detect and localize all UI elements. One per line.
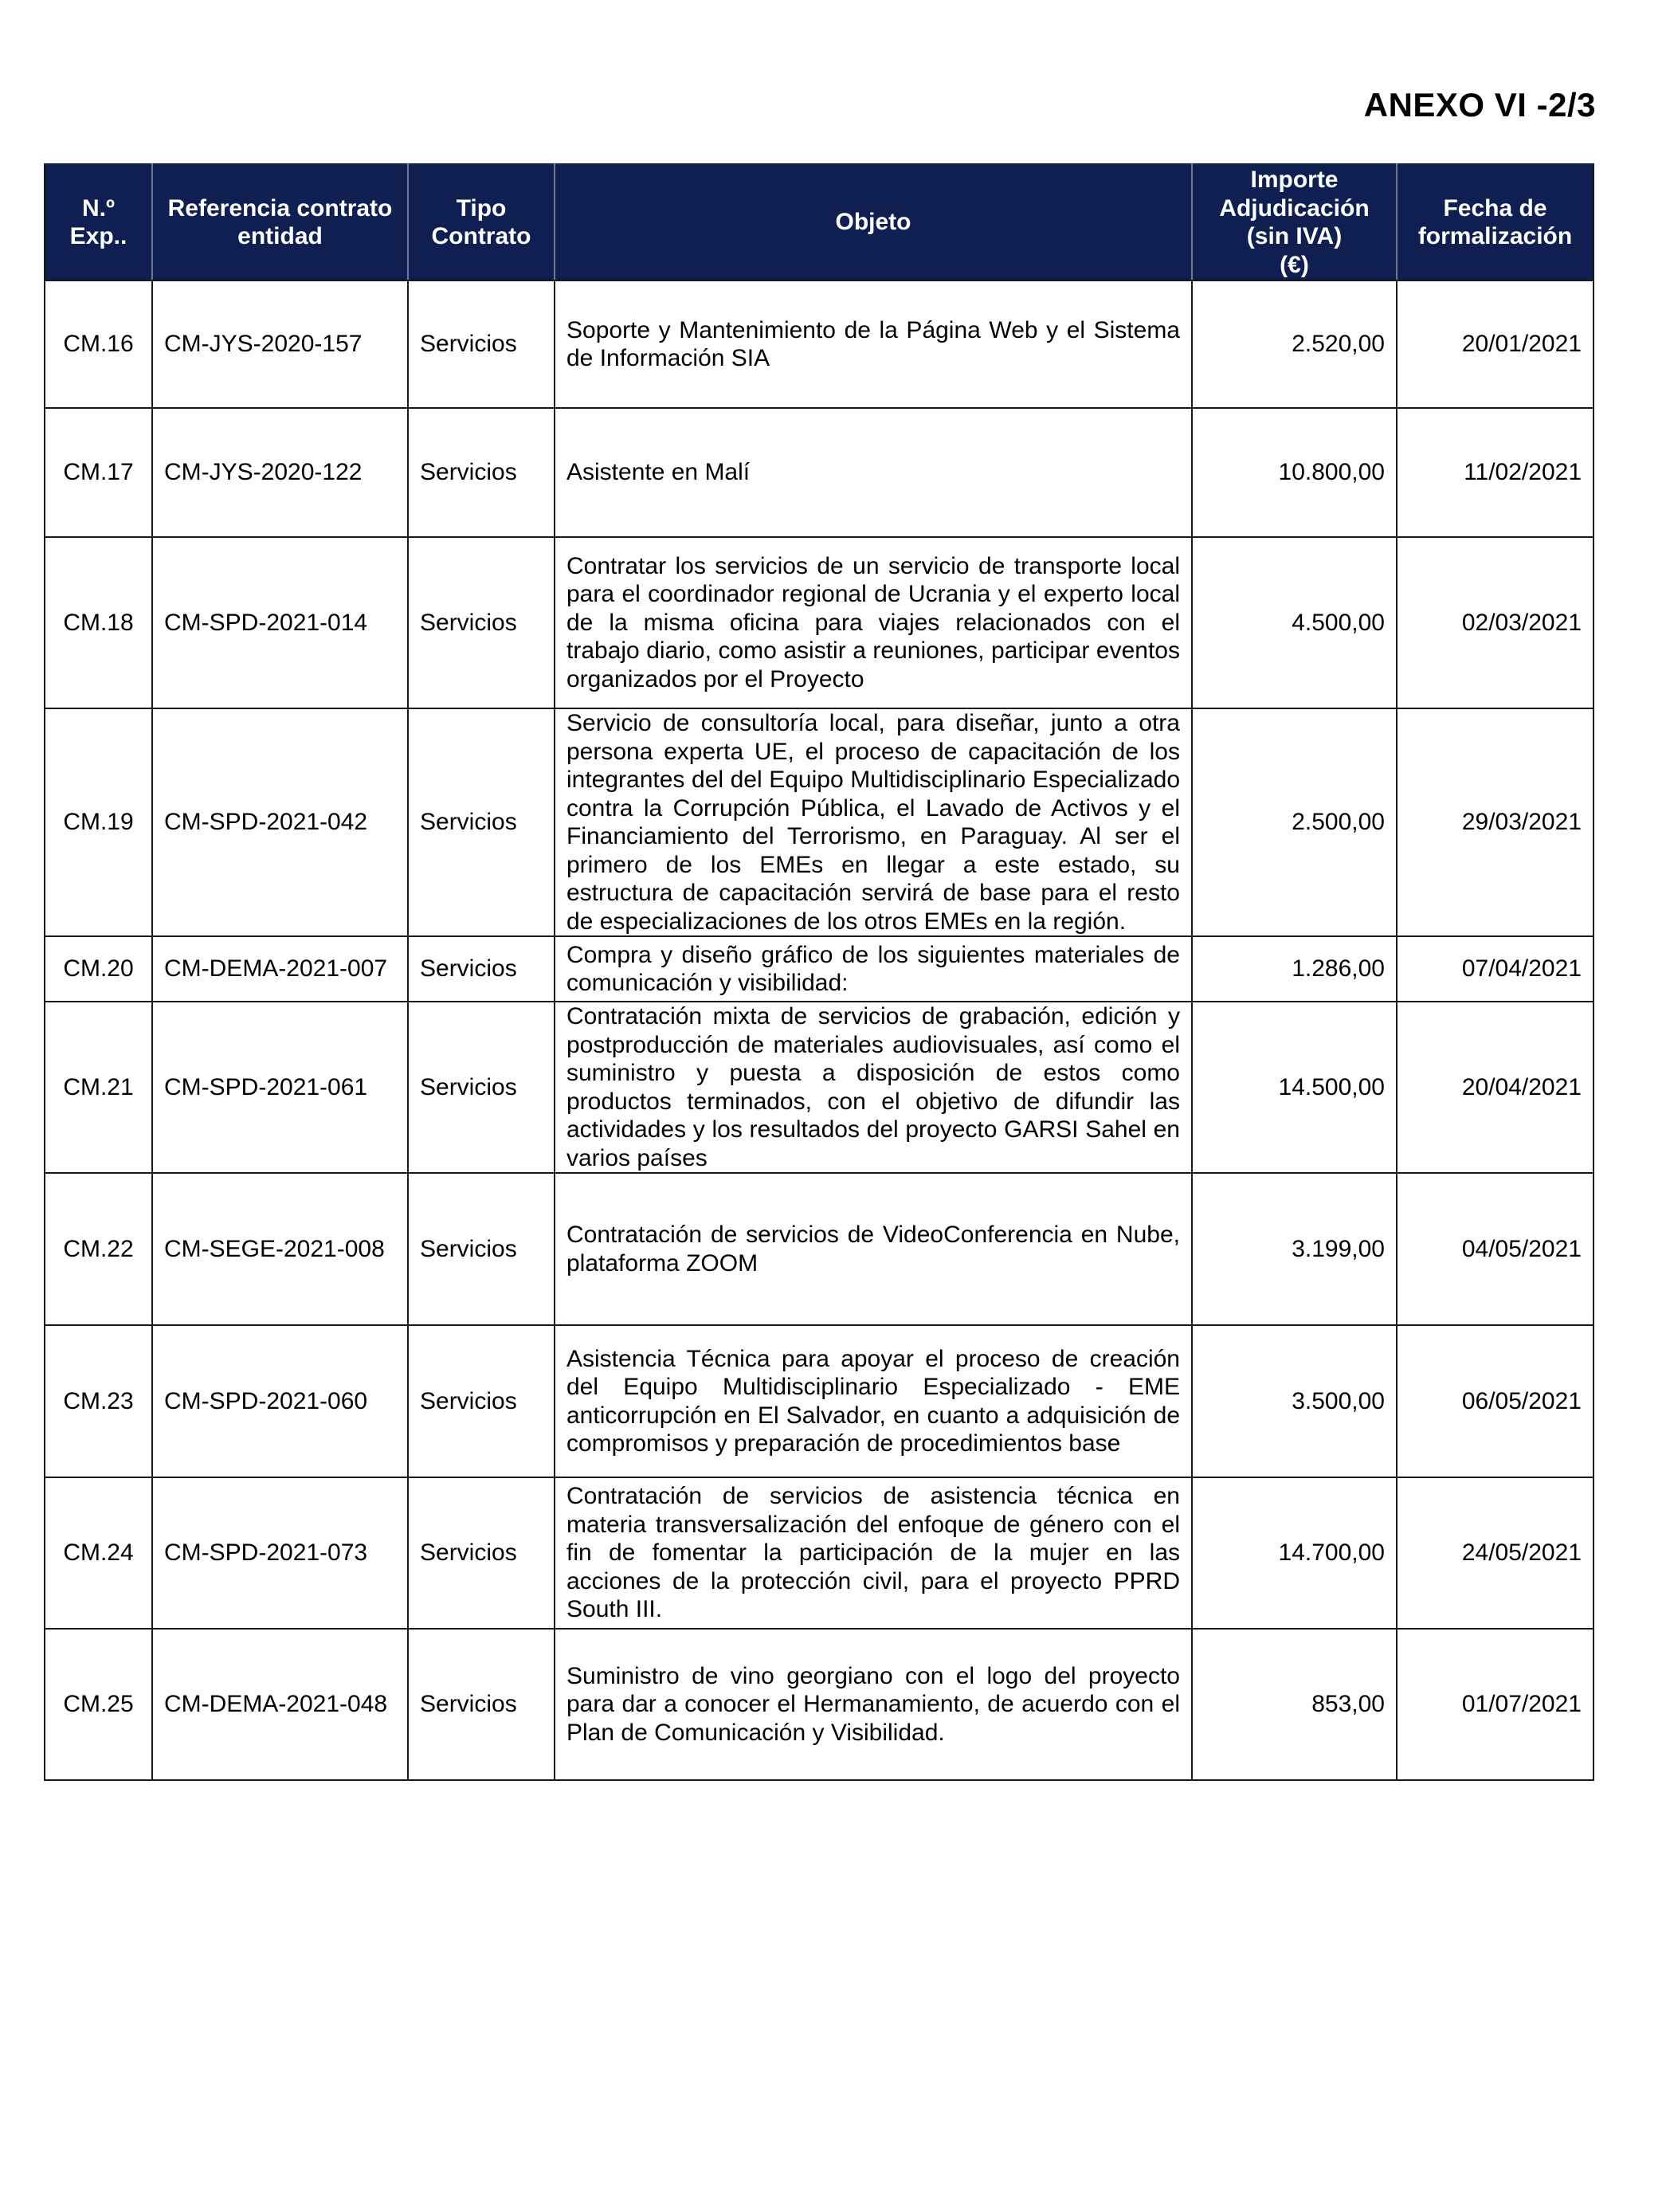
- table-row: [45, 936, 1593, 1002]
- cell-exp: CM.23: [45, 1325, 152, 1477]
- cell-date: 02/03/2021: [1397, 537, 1593, 708]
- cell-reference: CM-SEGE-2021-008: [152, 1173, 408, 1325]
- cell-exp: CM.18: [45, 537, 152, 708]
- header-row: [45, 164, 1593, 280]
- cell-date: 07/04/2021: [1397, 936, 1593, 1002]
- cell-exp: CM.20: [45, 936, 152, 1002]
- cell-type: Servicios: [408, 708, 555, 936]
- table-row: [45, 537, 1593, 708]
- header-reference-line: Referencia contrato: [167, 194, 393, 222]
- header-exp: [45, 164, 152, 280]
- table-row: [45, 1629, 1593, 1780]
- cell-reference: CM-SPD-2021-073: [152, 1477, 408, 1629]
- cell-date: 20/01/2021: [1397, 280, 1593, 408]
- header-amount-line: Importe: [1250, 167, 1339, 193]
- cell-date: 04/05/2021: [1397, 1173, 1593, 1325]
- cell-type: Servicios: [408, 537, 555, 708]
- header-date-line: Fecha de: [1443, 194, 1547, 222]
- cell-amount: 3.199,00: [1192, 1173, 1397, 1325]
- cell-object: Contratación de servicios de VideoConferencia en Nube, plataforma ZOOM: [555, 1173, 1192, 1325]
- cell-type: Servicios: [408, 1325, 555, 1477]
- cell-object: Contratación mixta de servicios de grabación, edición y postproducción de materiales audiovisuales, así como el suministro y puesta a disposición de estos como productos terminados, con el objetivo de difundir las actividades y los resultados del proyecto GARSI Sahel en varios países: [555, 1002, 1192, 1173]
- header-date: [1397, 164, 1593, 280]
- cell-exp: CM.22: [45, 1173, 152, 1325]
- cell-reference: CM-SPD-2021-042: [152, 708, 408, 936]
- cell-reference: CM-JYS-2020-157: [152, 280, 408, 408]
- cell-object: Asistente en Malí: [555, 408, 1192, 537]
- cell-date: 01/07/2021: [1397, 1629, 1593, 1780]
- table-row: [45, 408, 1593, 537]
- cell-date: 11/02/2021: [1397, 408, 1593, 537]
- cell-reference: CM-DEMA-2021-048: [152, 1629, 408, 1780]
- cell-amount: 14.500,00: [1192, 1002, 1397, 1173]
- header-reference-line: entidad: [237, 223, 323, 249]
- cell-type: Servicios: [408, 1173, 555, 1325]
- cell-exp: CM.19: [45, 708, 152, 936]
- header-type: [408, 164, 555, 280]
- header-type-line: Contrato: [431, 223, 531, 249]
- header-date-line: formalización: [1417, 223, 1573, 249]
- cell-object: Contratar los servicios de un servicio de transporte local para el coordinador regional de Ucrania y el experto local de la misma oficina para viajes relacionados con el trabajo diario, como asistir a reuniones, participar eventos organizados por el Proyecto: [555, 537, 1192, 708]
- cell-reference: CM-DEMA-2021-007: [152, 936, 408, 1002]
- cell-amount: 14.700,00: [1192, 1477, 1397, 1629]
- cell-date: 24/05/2021: [1397, 1477, 1593, 1629]
- cell-amount: 1.286,00: [1192, 936, 1397, 1002]
- cell-type: Servicios: [408, 1477, 555, 1629]
- cell-exp: CM.17: [45, 408, 152, 537]
- cell-amount: 10.800,00: [1192, 408, 1397, 537]
- cell-reference: CM-SPD-2021-060: [152, 1325, 408, 1477]
- cell-amount: 853,00: [1192, 1629, 1397, 1780]
- header-exp-line: N.º: [82, 194, 115, 222]
- table-row: [45, 1173, 1593, 1325]
- cell-object: Suministro de vino georgiano con el logo del proyecto para dar a conocer el Hermanamiento, de acuerdo con el Plan de Comunicación y Visibilidad.: [555, 1629, 1192, 1780]
- table-row: [45, 1477, 1593, 1629]
- cell-exp: CM.16: [45, 280, 152, 408]
- cell-exp: CM.24: [45, 1477, 152, 1629]
- cell-date: 29/03/2021: [1397, 708, 1593, 936]
- table-row: [45, 708, 1593, 936]
- cell-type: Servicios: [408, 1002, 555, 1173]
- cell-amount: 2.520,00: [1192, 280, 1397, 408]
- cell-reference: CM-SPD-2021-014: [152, 537, 408, 708]
- cell-object: Soporte y Mantenimiento de la Página Web y el Sistema de Información SIA: [555, 280, 1192, 408]
- table-row: [45, 1002, 1593, 1173]
- cell-exp: CM.25: [45, 1629, 152, 1780]
- table-row: [45, 1325, 1593, 1477]
- cell-reference: CM-SPD-2021-061: [152, 1002, 408, 1173]
- header-amount-line: (sin IVA): [1246, 223, 1343, 249]
- annex-title: ANEXO VI -2/3: [1363, 86, 1596, 124]
- cell-reference: CM-JYS-2020-122: [152, 408, 408, 537]
- cell-date: 06/05/2021: [1397, 1325, 1593, 1477]
- header-amount: [1192, 164, 1397, 280]
- cell-amount: 4.500,00: [1192, 537, 1397, 708]
- cell-object: Contratación de servicios de asistencia técnica en materia transversalización del enfoque de género con el fin de fomentar la participación de la mujer en las acciones de la protección civil, para el proyecto PPRD South III.: [555, 1477, 1192, 1629]
- cell-type: Servicios: [408, 1629, 555, 1780]
- header-type-line: Tipo: [456, 194, 507, 222]
- cell-object: Compra y diseño gráfico de los siguientes materiales de comunicación y visibilidad:: [555, 936, 1192, 1002]
- cell-object: Asistencia Técnica para apoyar el proceso de creación del Equipo Multidisciplinario Especializado - EME anticorrupción en El Salvador, en cuanto a adquisición de compromisos y preparación de procedimientos base: [555, 1325, 1192, 1477]
- cell-type: Servicios: [408, 280, 555, 408]
- header-object-line: Objeto: [835, 209, 911, 236]
- contracts-table: [44, 163, 1594, 1781]
- header-exp-line: Exp..: [69, 223, 127, 249]
- header-reference: [152, 164, 408, 280]
- cell-exp: CM.21: [45, 1002, 152, 1173]
- header-object: [555, 164, 1192, 280]
- cell-amount: 2.500,00: [1192, 708, 1397, 936]
- table-row: [45, 280, 1593, 408]
- cell-date: 20/04/2021: [1397, 1002, 1593, 1173]
- cell-type: Servicios: [408, 408, 555, 537]
- cell-amount: 3.500,00: [1192, 1325, 1397, 1477]
- cell-type: Servicios: [408, 936, 555, 1002]
- cell-object: Servicio de consultoría local, para diseñar, junto a otra persona experta UE, el proceso de capacitación de los integrantes del del Equipo Multidisciplinario Especializado contra la Corrupción Pública, el Lavado de Activos y el Financiamiento del Terrorismo, en Paraguay. Al ser el primero de los EMEs en llegar a este estado, su estructura de capacitación servirá de base para el resto de especializaciones de los otros EMEs en la región.: [555, 708, 1192, 936]
- header-amount-line: (€): [1280, 251, 1309, 278]
- header-amount-line: Adjudicación: [1219, 194, 1370, 222]
